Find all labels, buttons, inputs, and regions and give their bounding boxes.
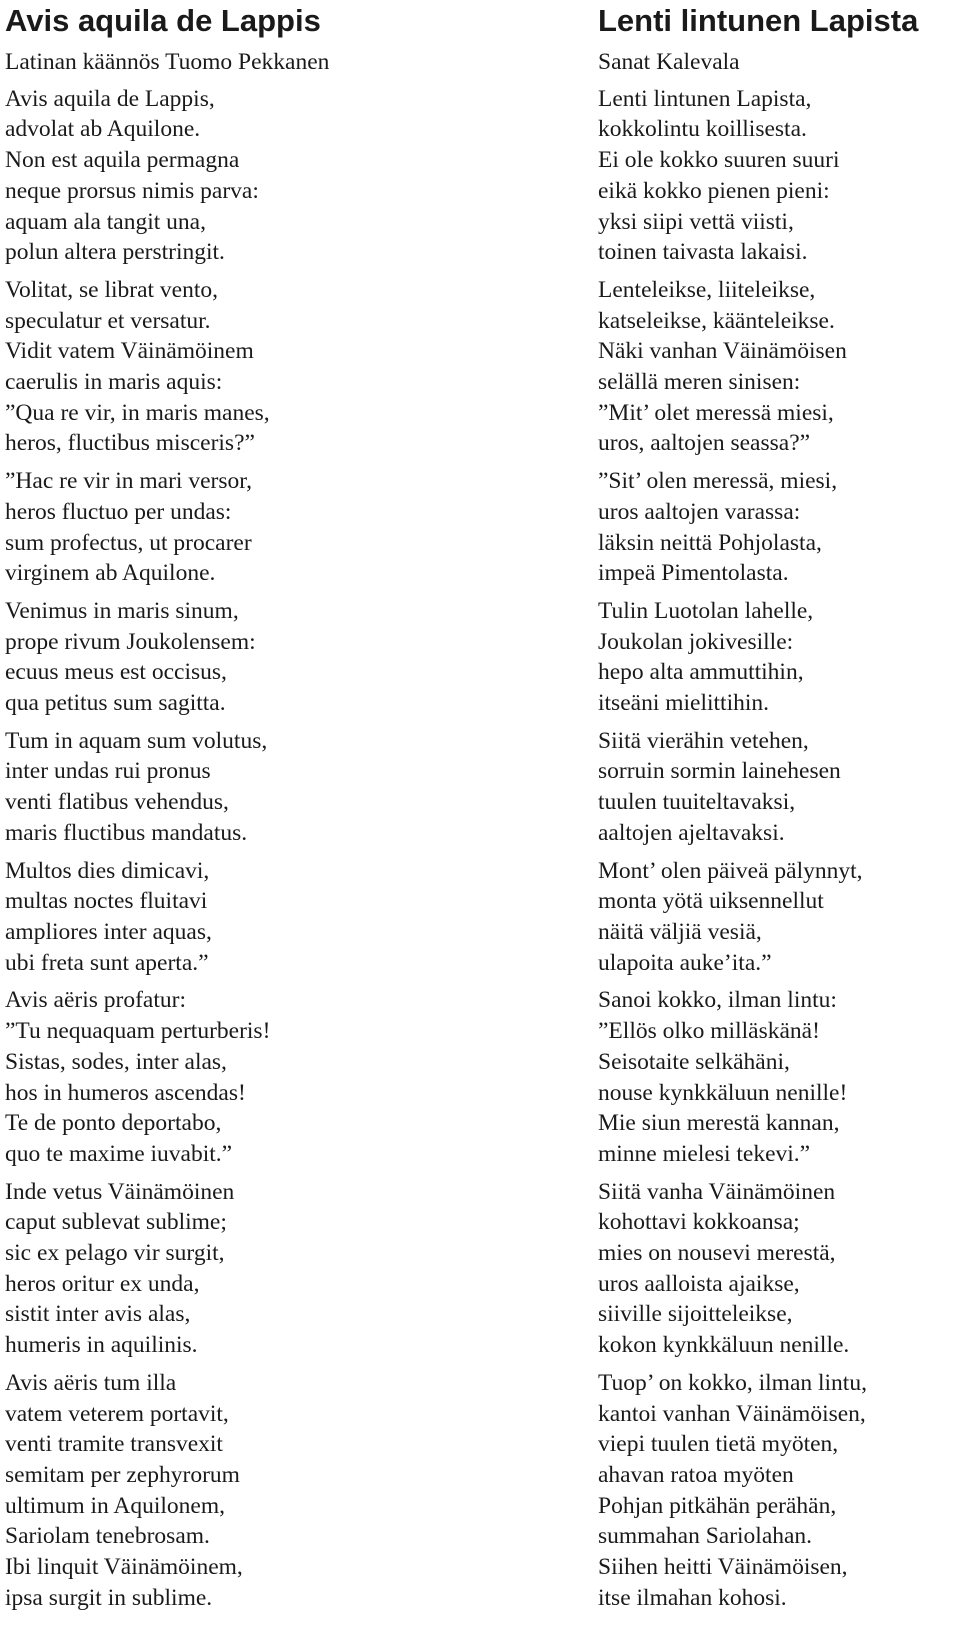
verse-line: Sariolam tenebrosam. [5, 1523, 210, 1550]
verse-line: Siitä vanha Väinämöinen [598, 1178, 836, 1205]
verse-line: Siihen heitti Väinämöisen, [598, 1554, 848, 1581]
stanza [598, 466, 960, 589]
verse-line: summahan Sariolahan. [598, 1523, 813, 1550]
verse-line: neque prorsus nimis parva: [5, 177, 259, 204]
verse-line: semitam per zephyrorum [5, 1461, 240, 1488]
verse-line: ampliores inter aquas, [5, 918, 212, 945]
verse-line: Avis aëris profatur: [5, 987, 186, 1014]
stanza [598, 856, 960, 979]
verse-line: quo te maxime iuvabit.” [5, 1140, 233, 1167]
verse-line: Siitä vierähin vetehen, [598, 727, 809, 754]
verse-line: kokkolintu koillisesta. [598, 116, 807, 143]
verse-line: hepo alta ammuttihin, [598, 659, 804, 686]
verse-line: minne mielesi tekevi.” [598, 1140, 811, 1167]
latin-poem-translator: Latinan käännös Tuomo Pekkanen [5, 49, 330, 75]
verse-line: virginem ab Aquilone. [5, 560, 216, 587]
verse-line: aquam ala tangit una, [5, 208, 206, 235]
verse-line: speculatur et versatur. [5, 307, 211, 334]
stanza [5, 856, 555, 979]
stanza [598, 1177, 960, 1361]
verse-line: Mont’ olen päiveä pälynnyt, [598, 857, 863, 884]
stanza [598, 275, 960, 459]
stanza [5, 84, 555, 268]
verse-line: maris fluctibus mandatus. [5, 819, 248, 846]
verse-line: impeä Pimentolasta. [598, 560, 789, 587]
verse-line: Lenteleikse, liiteleikse, [598, 276, 816, 303]
stanza [598, 596, 960, 719]
verse-line: sic ex pelago vir surgit, [5, 1240, 225, 1267]
verse-line: Tuop’ on kokko, ilman lintu, [598, 1369, 867, 1396]
verse-line: näitä väljiä vesiä, [598, 918, 762, 945]
verse-line: Lenti lintunen Lapista, [598, 85, 812, 112]
verse-line: ”Qua re vir, in maris manes, [5, 399, 270, 426]
verse-line: kokon kynkkäluun nenille. [598, 1332, 850, 1359]
verse-line: toinen taivasta lakaisi. [598, 239, 808, 266]
verse-line: sum profectus, ut procarer [5, 529, 252, 556]
verse-line: itse ilmahan kohosi. [598, 1584, 787, 1611]
verse-line: monta yötä uiksennellut [598, 888, 824, 915]
verse-line: uros aaltojen varassa: [598, 498, 801, 525]
verse-line: eikä kokko pienen pieni: [598, 177, 830, 204]
verse-line: Volitat, se librat vento, [5, 276, 218, 303]
stanza [5, 596, 555, 719]
verse-line: heros oritur ex unda, [5, 1270, 200, 1297]
verse-line: siiville sijoitteleikse, [598, 1301, 793, 1328]
finnish-poem-title: Lenti lintunen Lapista [598, 3, 919, 38]
verse-line: ”Tu nequaquam perturberis! [5, 1018, 271, 1045]
verse-line: heros fluctuo per undas: [5, 498, 232, 525]
verse-line: uros, aaltojen seassa?” [598, 430, 811, 457]
verse-line: ubi freta sunt aperta.” [5, 949, 209, 976]
verse-line: Vidit vatem Väinämöinem [5, 338, 254, 365]
verse-line: ultimum in Aquilonem, [5, 1492, 225, 1519]
verse-line: sorruin sormin lainehesen [598, 758, 841, 785]
verse-line: inter undas rui pronus [5, 758, 211, 785]
verse-line: selällä meren sinisen: [598, 369, 801, 396]
verse-line: Inde vetus Väinämöinen [5, 1178, 235, 1205]
verse-line: Avis aëris tum illa [5, 1369, 177, 1396]
stanza [5, 466, 555, 589]
verse-line: viepi tuulen tietä myöten, [598, 1431, 839, 1458]
stanza [598, 985, 960, 1169]
verse-line: Tulin Luotolan lahelle, [598, 597, 814, 624]
verse-line: Ei ole kokko suuren suuri [598, 147, 840, 174]
verse-line: Pohjan pitkähän perähän, [598, 1492, 837, 1519]
verse-line: katseleikse, käänteleikse. [598, 307, 835, 334]
verse-line: Multos dies dimicavi, [5, 857, 210, 884]
stanza [5, 1177, 555, 1361]
verse-line: ”Ellös olko milläskänä! [598, 1018, 820, 1045]
verse-line: ecuus meus est occisus, [5, 659, 227, 686]
latin-stanzas [5, 84, 555, 1614]
stanza [598, 1368, 960, 1614]
verse-line: mies on nousevi merestä, [598, 1240, 836, 1267]
verse-line: nouse kynkkäluun nenille! [598, 1079, 848, 1106]
verse-line: yksi siipi vettä viisti, [598, 208, 794, 235]
verse-line: ”Sit’ olen meressä, miesi, [598, 468, 838, 495]
verse-line: venti flatibus vehendus, [5, 789, 229, 816]
verse-line: ahavan ratoa myöten [598, 1461, 794, 1488]
verse-line: vatem veterem portavit, [5, 1400, 229, 1427]
verse-line: heros, fluctibus misceris?” [5, 430, 255, 457]
verse-line: kohottavi kokkoansa; [598, 1209, 800, 1236]
verse-line: prope rivum Joukolensem: [5, 628, 256, 655]
stanza [598, 84, 960, 268]
finnish-poem-source: Sanat Kalevala [598, 49, 740, 75]
verse-line: ”Hac re vir in mari versor, [5, 468, 253, 495]
stanza [5, 985, 555, 1169]
verse-line: polun altera perstringit. [5, 239, 225, 266]
verse-line: Seisotaite selkähäni, [598, 1048, 790, 1075]
verse-line: caput sublevat sublime; [5, 1209, 227, 1236]
verse-line: Joukolan jokivesille: [598, 628, 794, 655]
verse-line: caerulis in maris aquis: [5, 369, 223, 396]
verse-line: läksin neittä Pohjolasta, [598, 529, 822, 556]
latin-poem-title: Avis aquila de Lappis [5, 3, 321, 38]
verse-line: qua petitus sum sagitta. [5, 690, 226, 717]
verse-line: humeris in aquilinis. [5, 1332, 198, 1359]
verse-line: Venimus in maris sinum, [5, 597, 239, 624]
stanza [5, 1368, 555, 1614]
verse-line: Sistas, sodes, inter alas, [5, 1048, 227, 1075]
verse-line: itseäni mielittihin. [598, 690, 770, 717]
verse-line: sistit inter avis alas, [5, 1301, 191, 1328]
verse-line: Näki vanhan Väinämöisen [598, 338, 847, 365]
stanza [5, 275, 555, 459]
verse-line: Avis aquila de Lappis, [5, 85, 215, 112]
verse-line: Sanoi kokko, ilman lintu: [598, 987, 837, 1014]
verse-line: ”Mit’ olet meressä miesi, [598, 399, 834, 426]
stanza [598, 726, 960, 849]
latin-poem-column [5, 0, 555, 1613]
stanza [5, 726, 555, 849]
verse-line: multas noctes fluitavi [5, 888, 208, 915]
verse-line: Mie siun merestä kannan, [598, 1110, 840, 1137]
verse-line: Non est aquila permagna [5, 147, 240, 174]
verse-line: kantoi vanhan Väinämöisen, [598, 1400, 866, 1427]
verse-line: ipsa surgit in sublime. [5, 1584, 213, 1611]
verse-line: ulapoita auke’ita.” [598, 949, 772, 976]
finnish-stanzas [598, 84, 960, 1614]
verse-line: advolat ab Aquilone. [5, 116, 201, 143]
verse-line: aaltojen ajeltavaksi. [598, 819, 785, 846]
verse-line: venti tramite transvexit [5, 1431, 223, 1458]
verse-line: Te de ponto deportabo, [5, 1110, 222, 1137]
verse-line: Tum in aquam sum volutus, [5, 727, 268, 754]
verse-line: uros aalloista ajaikse, [598, 1270, 800, 1297]
finnish-poem-column [598, 0, 960, 1613]
verse-line: Ibi linquit Väinämöinem, [5, 1554, 243, 1581]
verse-line: tuulen tuuiteltavaksi, [598, 789, 796, 816]
verse-line: hos in humeros ascendas! [5, 1079, 246, 1106]
